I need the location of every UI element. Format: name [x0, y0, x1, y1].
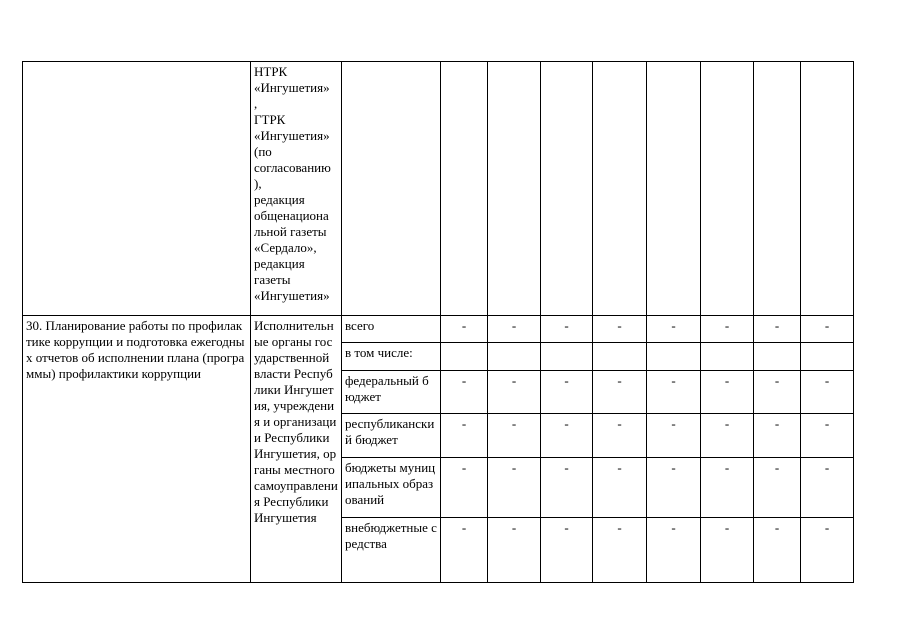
funding-row-total — [23, 316, 854, 343]
program-table — [22, 61, 854, 583]
table-row-continuation — [23, 62, 854, 316]
funding-value: - — [701, 371, 754, 414]
executor-line: редакция — [254, 192, 305, 207]
executor-30: Исполнительные органы государственной власти Республики Ингушетия, учреждения и организации Республики Ингушетия, органы местного самоуправления Республики Ингушетия — [251, 316, 342, 583]
funding-value: - — [593, 518, 647, 583]
funding-source: в том числе: — [342, 343, 441, 371]
funding-value: - — [441, 371, 488, 414]
funding-value: - — [701, 518, 754, 583]
funding-value: - — [541, 518, 593, 583]
funding-value: - — [754, 316, 801, 343]
funding-value: - — [488, 458, 541, 518]
task-30: 30. Планирование работы по профилактике коррупции и подготовка ежегодных отчетов об исполнении плана (программы) профилактики коррупции — [23, 316, 251, 583]
funding-value: - — [541, 414, 593, 458]
funding-value: - — [488, 316, 541, 343]
funding-value: - — [541, 316, 593, 343]
funding-value: - — [441, 458, 488, 518]
executor-line: «Ингушетия» — [254, 288, 330, 303]
funding-source: федеральный бюджет — [342, 371, 441, 414]
funding-value — [754, 343, 801, 371]
funding-value: - — [541, 371, 593, 414]
funding-value — [647, 343, 701, 371]
value-cell-empty — [488, 62, 541, 316]
funding-value: - — [754, 414, 801, 458]
source-cell-empty — [342, 62, 441, 316]
funding-value: - — [701, 458, 754, 518]
executor-line: льной газеты — [254, 224, 327, 239]
funding-value: - — [488, 518, 541, 583]
executor-line: ), — [254, 176, 262, 191]
funding-source: внебюджетные средства — [342, 518, 441, 583]
funding-value: - — [488, 414, 541, 458]
funding-value — [701, 343, 754, 371]
funding-value — [593, 343, 647, 371]
executor-line: ГТРК — [254, 112, 286, 127]
value-cell-empty — [441, 62, 488, 316]
executor-line: «Сердало», — [254, 240, 317, 255]
funding-source: всего — [342, 316, 441, 343]
task-cell-empty — [23, 62, 251, 316]
funding-value: - — [441, 316, 488, 343]
funding-value: - — [754, 518, 801, 583]
funding-value: - — [647, 371, 701, 414]
funding-value: - — [541, 458, 593, 518]
funding-value: - — [647, 518, 701, 583]
funding-value: - — [441, 518, 488, 583]
funding-value: - — [701, 414, 754, 458]
funding-source: республиканский бюджет — [342, 414, 441, 458]
funding-value: - — [441, 414, 488, 458]
funding-value: - — [801, 518, 854, 583]
funding-value: - — [647, 414, 701, 458]
executor-line: (по — [254, 144, 272, 159]
funding-source: бюджеты муниципальных образований — [342, 458, 441, 518]
value-cell-empty — [754, 62, 801, 316]
value-cell-empty — [801, 62, 854, 316]
executor-line: общенациона — [254, 208, 329, 223]
funding-value: - — [801, 316, 854, 343]
funding-value: - — [593, 414, 647, 458]
funding-value — [441, 343, 488, 371]
executor-line: газеты — [254, 272, 291, 287]
value-cell-empty — [701, 62, 754, 316]
funding-value: - — [801, 371, 854, 414]
value-cell-empty — [541, 62, 593, 316]
funding-value: - — [801, 414, 854, 458]
funding-value: - — [593, 316, 647, 343]
funding-value — [488, 343, 541, 371]
executor-line: , — [254, 96, 258, 111]
executor-line: «Ингушетия» — [254, 128, 330, 143]
funding-value — [541, 343, 593, 371]
funding-value: - — [701, 316, 754, 343]
executor-line: НТРК — [254, 64, 288, 79]
funding-value: - — [754, 371, 801, 414]
funding-value: - — [647, 458, 701, 518]
executor-line: согласованию — [254, 160, 331, 175]
funding-value — [801, 343, 854, 371]
value-cell-empty — [593, 62, 647, 316]
funding-value: - — [647, 316, 701, 343]
funding-value: - — [593, 458, 647, 518]
funding-value: - — [488, 371, 541, 414]
executor-cell — [251, 62, 342, 316]
funding-value: - — [801, 458, 854, 518]
funding-value: - — [593, 371, 647, 414]
value-cell-empty — [647, 62, 701, 316]
funding-value: - — [754, 458, 801, 518]
executor-line: «Ингушетия» — [254, 80, 330, 95]
executor-line: редакция — [254, 256, 305, 271]
